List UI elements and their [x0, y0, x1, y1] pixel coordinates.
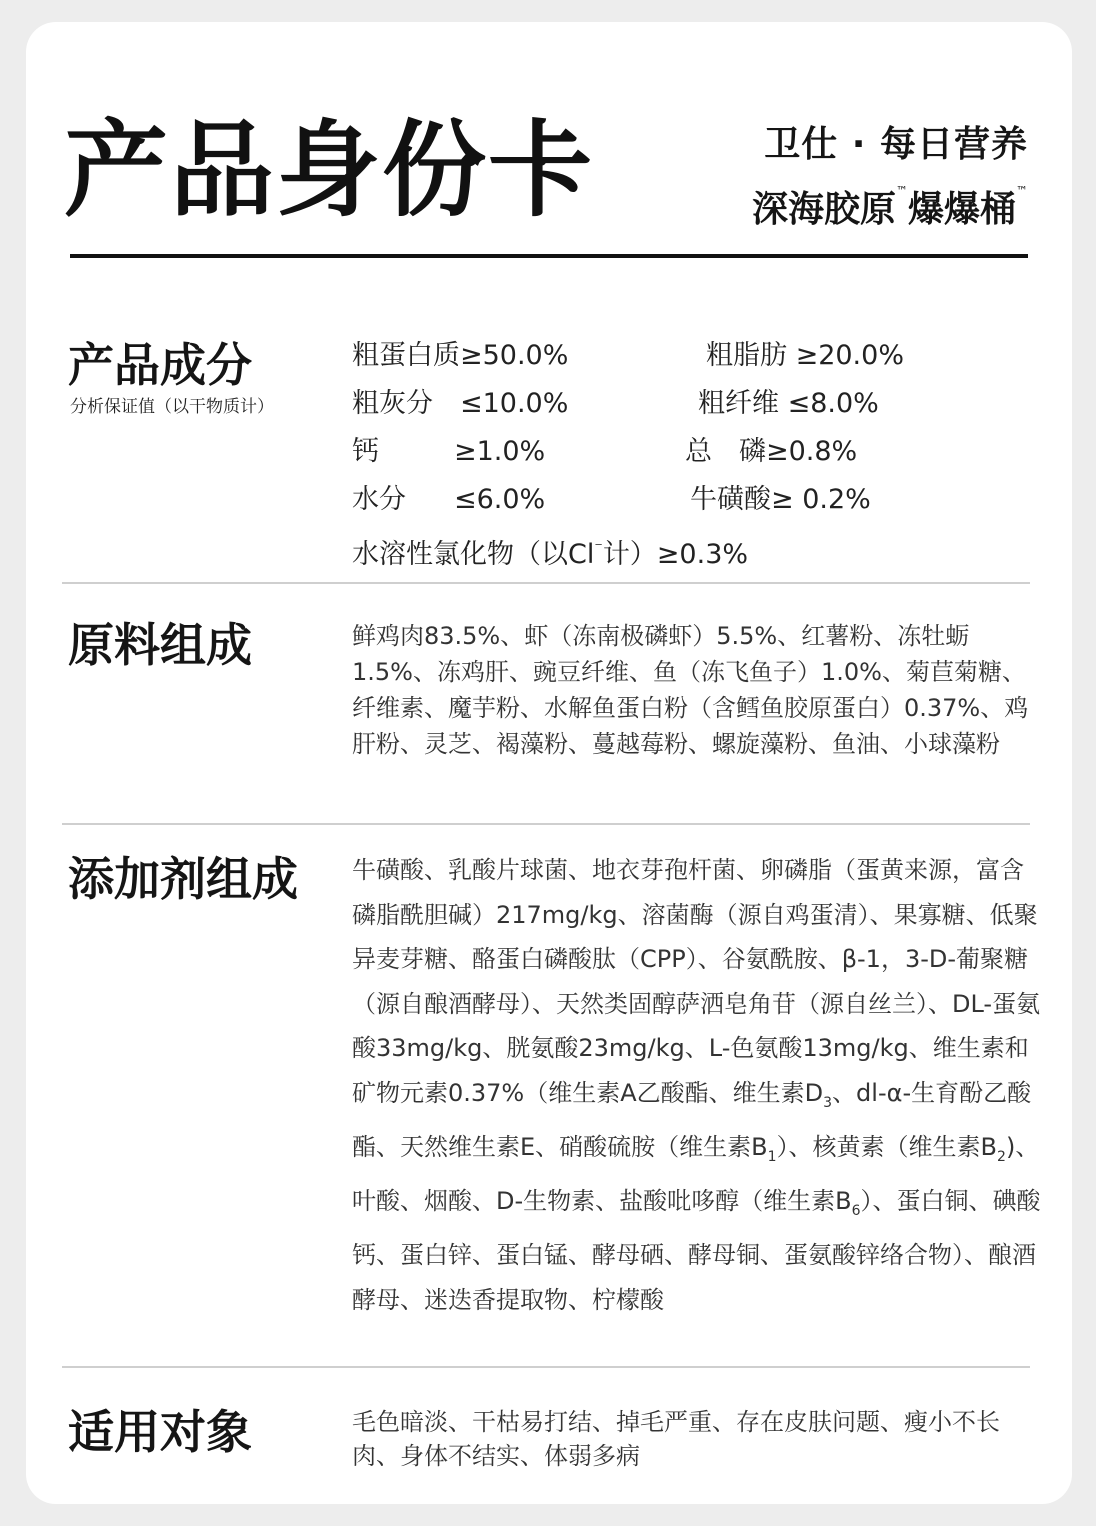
product-name — [752, 168, 1028, 233]
page-title: 产品身份卡 — [64, 109, 595, 231]
composition-item: 总 磷≥0.8% — [685, 436, 858, 467]
composition-item: ≥1.0% — [454, 436, 546, 467]
header-divider — [70, 254, 1028, 258]
composition-item: 钙 — [352, 436, 379, 467]
target-text: 毛色暗淡、干枯易打结、掉毛严重、存在皮肤问题、瘦小不长肉、身体不结实、体弱多病 — [352, 1408, 1000, 1470]
composition-item: 粗脂肪 ≥20.0% — [706, 340, 904, 371]
section-divider — [62, 823, 1030, 825]
composition-item: 粗蛋白质≥50.0% — [352, 340, 569, 371]
additives-text: 牛磺酸、乳酸片球菌、地衣芽孢杆菌、卵磷脂（蛋黄来源，富含磷脂酰胆碱）217mg/kg、溶菌酶（源自鸡蛋清）、果寡糖、低聚异麦芽糖、酪蛋白磷酸肽（CPP）、谷氨酰胺、β-1，3-D-葡聚糖（源自酿酒酵母）、天然类固醇萨洒皂角苷（源自丝兰）、DL-蛋氨酸33mg/kg、胱氨酸23mg/kg、L-色氨酸13mg/kg、维生素和矿物元素0.37%（维生素A乙酸酯、维生素$D_3$、dl-α-生育酚乙酸酯、天然维生素E、硝酸硫胺（维生素$B_1$）、核黄素（维生素$B_2$)、叶酸、烟酸、D-生物素、盐酸吡哆醇（维生素$B_6$）、蛋白铜、碘酸钙、蛋白锌、蛋白锰、酵母硒、酵母铜、蛋氨酸锌络合物）、酿酒酵母、迷迭香提取物、柠檬酸 — [352, 856, 1041, 1314]
composition-item: 粗灰分 ≤10.0% — [352, 388, 569, 419]
section-divider — [62, 1366, 1030, 1368]
composition-subtitle: 分析保证值（以干物质计） — [70, 397, 274, 417]
target-title: 适用对象 — [68, 1405, 252, 1459]
product-name-part1: 深海胶原 — [751, 189, 896, 230]
composition-item: ≤6.0% — [454, 484, 546, 515]
brand-name: 卫仕 · 每日营养 — [764, 124, 1028, 165]
trademark-mark: ™ — [895, 184, 908, 198]
composition-item: 水分 — [352, 484, 406, 515]
composition-title: 产品成分 — [68, 338, 252, 392]
brand-block — [752, 122, 1028, 233]
composition-item: 粗纤维 ≤8.0% — [698, 388, 879, 419]
additives-title: 添加剂组成 — [68, 852, 298, 906]
section-divider — [62, 582, 1030, 584]
ingredients-text: 鲜鸡肉83.5%、虾（冻南极磷虾）5.5%、红薯粉、冻牡蛎1.5%、冻鸡肝、豌豆纤维、鱼（冻飞鱼子）1.0%、菊苣菊糖、纤维素、魔芋粉、水解鱼蛋白粉（含鳕鱼胶原蛋白）0.37%、鸡肝粉、灵芝、褐藻粉、蔓越莓粉、螺旋藻粉、鱼油、小球藻粉 — [352, 622, 1029, 758]
ingredients-title: 原料组成 — [68, 618, 252, 672]
trademark-mark: ™ — [1016, 184, 1028, 198]
composition-item: 牛磺酸≥ 0.2% — [690, 484, 871, 515]
product-name-part2: 爆爆桶 — [907, 189, 1016, 230]
composition-item-chloride: 水溶性氯化物（以Cl⁻计）≥0.3% — [352, 538, 749, 570]
